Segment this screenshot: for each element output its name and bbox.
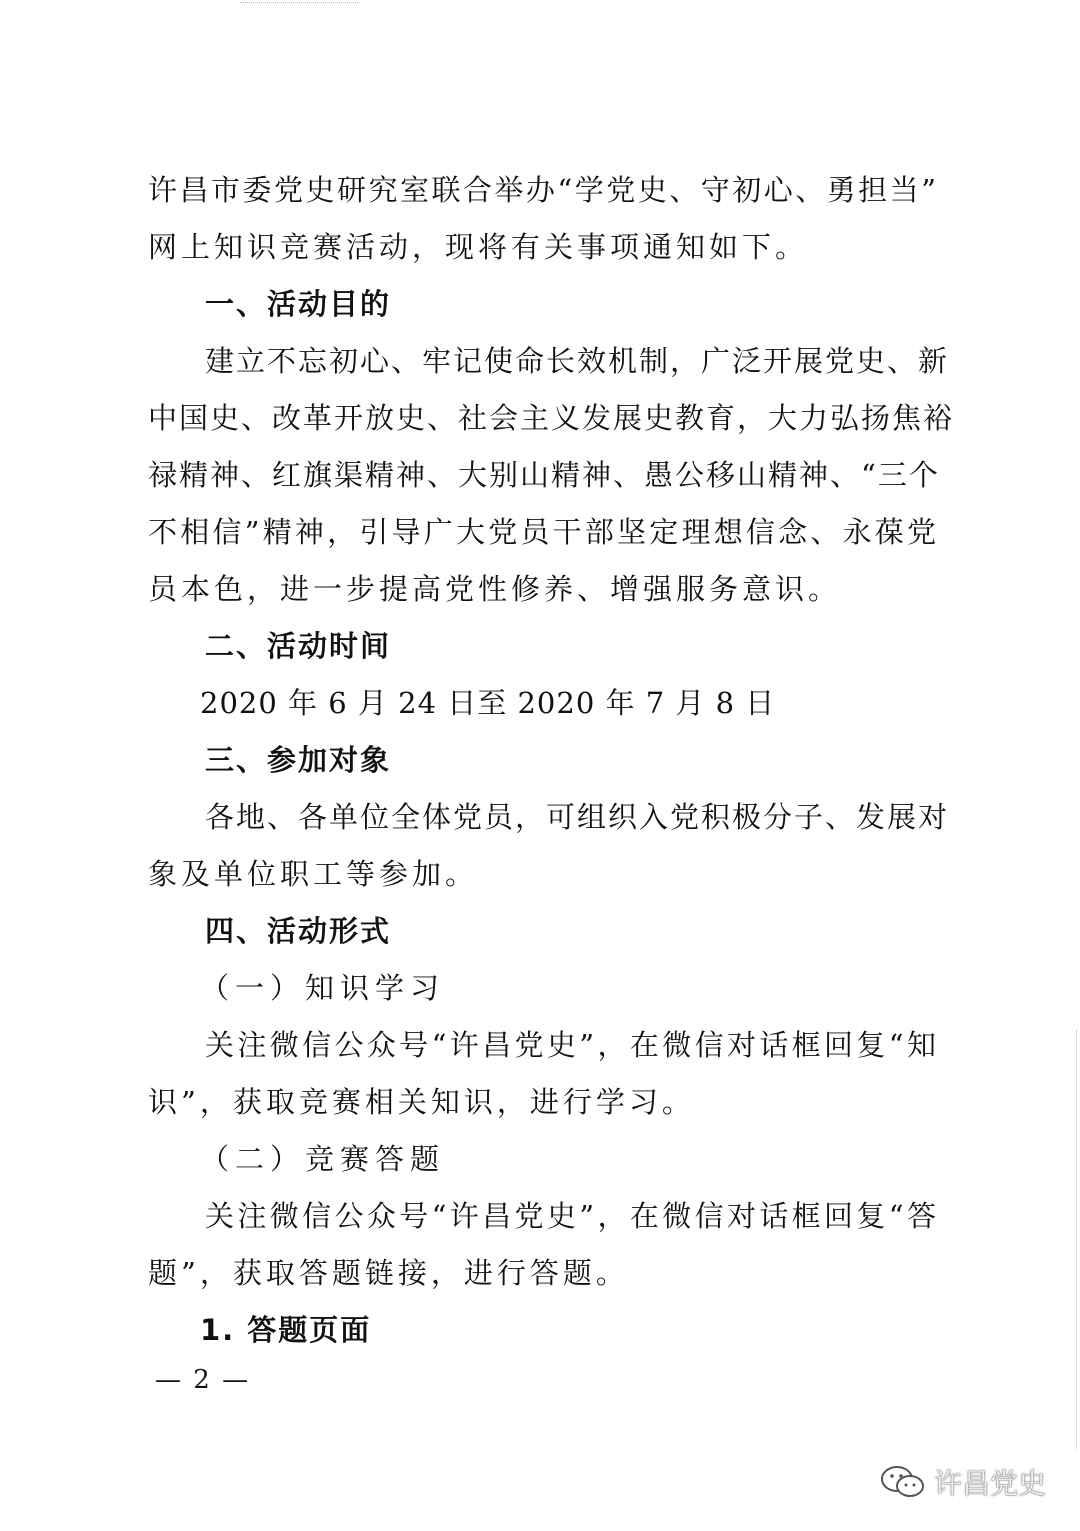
scan-edge — [1076, 1030, 1080, 1450]
body-line: 各地、各单位全体党员，可组织入党积极分子、发展对 — [205, 800, 950, 834]
subsection-heading: （二）竞赛答题 — [200, 1142, 446, 1176]
section-heading: 二、活动时间 — [205, 629, 392, 663]
item-heading: 1. 答题页面 — [200, 1313, 372, 1347]
body-line: 许昌市委党史研究室联合举办“学党史、守初心、勇担当” — [148, 173, 938, 207]
body-line: 象及单位职工等参加。 — [148, 857, 479, 891]
activity-date: 2020 年 6 月 24 日至 2020 年 7 月 8 日 — [200, 686, 776, 720]
body-line: 识”，获取竞赛相关知识，进行学习。 — [148, 1085, 695, 1119]
body-line: 中国史、改革开放史、社会主义发展史教育，大力弘扬焦裕 — [148, 401, 955, 435]
scan-mark — [240, 2, 360, 5]
watermark — [880, 1462, 1046, 1502]
section-heading: 一、活动目的 — [205, 287, 392, 321]
body-line: 建立不忘初心、牢记使命长效机制，广泛开展党史、新 — [205, 344, 950, 378]
body-line: 网上知识竞赛活动，现将有关事项通知如下。 — [148, 230, 809, 264]
wechat-icon — [880, 1464, 926, 1500]
section-heading: 三、参加对象 — [205, 743, 392, 777]
body-line: 关注微信公众号“许昌党史”，在微信对话框回复“知 — [205, 1028, 938, 1062]
body-line: 禄精神、红旗渠精神、大别山精神、愚公移山精神、“三个 — [148, 458, 940, 492]
section-heading: 四、活动形式 — [205, 914, 392, 948]
body-line: 不相信”精神，引导广大党员干部坚定理想信念、永葆党 — [148, 515, 938, 549]
body-line: 员本色，进一步提高党性修养、增强服务意识。 — [148, 572, 842, 606]
body-line: 关注微信公众号“许昌党史”，在微信对话框回复“答 — [205, 1199, 938, 1233]
watermark-text: 许昌党史 — [933, 1467, 1046, 1500]
body-line: 题”，获取答题链接，进行答题。 — [148, 1256, 629, 1290]
page-number: — 2 — — [155, 1365, 251, 1395]
subsection-heading: （一）知识学习 — [200, 971, 446, 1005]
